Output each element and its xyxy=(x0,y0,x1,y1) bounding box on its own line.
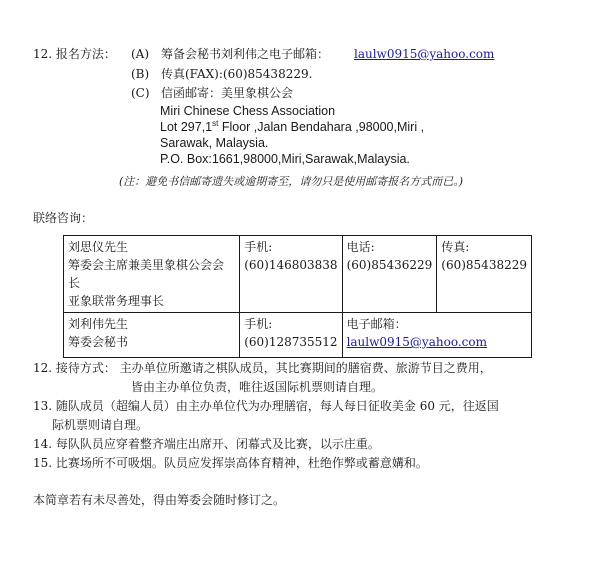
rule-13-line-2: 际机票则请自理。 xyxy=(52,418,149,432)
contact-person-1-mobile-cell xyxy=(240,236,342,313)
contact-person-1-mobile: (60)146803838 xyxy=(244,258,338,272)
address-line-3: Sarawak, Malaysia. xyxy=(160,136,269,150)
contact-person-1-fax-cell xyxy=(437,236,532,313)
email-label: 电子邮箱： xyxy=(346,317,407,331)
closing-note: 本简章若有未尽善处，得由筹委会随时修订之。 xyxy=(33,493,286,507)
contact-person-1-title: 筹委会主席兼美里象棋公会会长 xyxy=(68,258,225,290)
rule-12-line-2: 皆由主办单位负责，唯往返国际机票则请自理。 xyxy=(131,380,384,394)
contact-person-1-name: 刘思仪先生 xyxy=(68,240,129,254)
reg-note: (注：避免书信邮寄遗失或逾期寄至，请勿只是使用邮寄报名方式而已。) xyxy=(119,175,464,188)
contact-person-1-title-2: 亚象联常务理事长 xyxy=(68,294,165,308)
reg-option-c-text: 信函邮寄：美里象棋公会 xyxy=(161,86,294,100)
tel-label: 电话: xyxy=(346,240,375,254)
fax-label: 传真: xyxy=(441,240,470,254)
mobile-label: 手机: xyxy=(244,317,273,331)
rule-12-line-1: 12. 接待方式： 主办单位所邀请之棋队成员，其比赛期间的膳宿费、旅游节目之费用， xyxy=(33,361,492,375)
address-line-1: Miri Chinese Chess Association xyxy=(160,104,336,118)
rule-15: 15. 比赛场所不可吸烟。队员应发挥崇高体育精神，杜绝作弊或蓄意媾和。 xyxy=(33,456,428,470)
reg-heading: 12. 报名方法： xyxy=(33,47,116,61)
reg-option-a-label: (A) xyxy=(131,47,150,61)
reg-option-b-label: (B) xyxy=(131,67,150,81)
contact-person-2-cell xyxy=(64,313,240,358)
reg-email-link[interactable]: laulw0915@yahoo.com xyxy=(354,47,495,61)
contact-person-2-email-cell xyxy=(342,313,531,358)
contact-person-2-mobile: (60)128735512 xyxy=(244,335,338,349)
contact-table xyxy=(63,235,532,358)
contact-person-1-fax: (60)85438229 xyxy=(441,258,527,272)
address-line-4: P.O. Box:1661,98000,Miri,Sarawak,Malaysia. xyxy=(160,152,410,166)
contact-person-2-name: 刘利伟先生 xyxy=(68,317,129,331)
mobile-label: 手机: xyxy=(244,240,273,254)
contact-email-link[interactable]: laulw0915@yahoo.com xyxy=(346,335,487,349)
contact-person-2-mobile-cell xyxy=(240,313,342,358)
contact-person-2-title: 筹委会秘书 xyxy=(68,335,129,349)
contact-person-1-cell xyxy=(64,236,240,313)
contact-heading: 联络咨询： xyxy=(33,211,94,225)
reg-option-c-label: (C) xyxy=(131,86,150,100)
rule-14: 14. 每队队员应穿着整齐端庄出席开、闭幕式及比赛，以示庄重。 xyxy=(33,437,380,451)
reg-option-b-text: 传真(FAX):(60)85438229. xyxy=(161,67,313,81)
reg-option-a-text: 筹备会秘书刘利伟之电子邮箱： xyxy=(161,47,330,61)
contact-person-1-tel: (60)85436229 xyxy=(346,258,433,272)
contact-person-1-tel-cell xyxy=(342,236,437,313)
table-row xyxy=(64,313,532,358)
rule-13-line-1: 13. 随队成员（超编人员）由主办单位代为办理膳宿，每人每日征收美金 60 元，往返国 xyxy=(33,399,499,413)
table-row xyxy=(64,236,532,313)
address-line-2: Lot 297,1st Floor ,Jalan Bendahara ,98000,Miri , xyxy=(160,118,425,134)
